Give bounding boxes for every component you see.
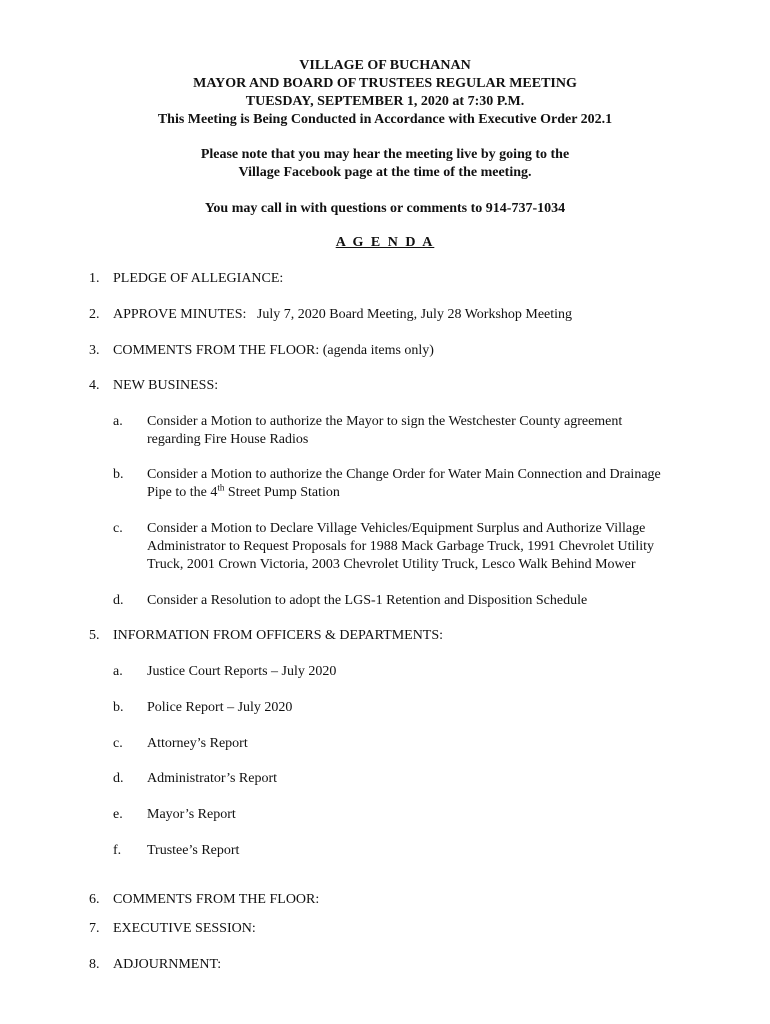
agenda-item-8 [89, 956, 221, 974]
sub-item-line: Consider a Motion to authorize the Change Order for Water Main Connection and Drainage [147, 467, 661, 482]
sub-item-letter: b. [113, 700, 124, 715]
sub-item-line: Consider a Motion to Declare Village Vehicles/Equipment Surplus and Authorize Village [147, 521, 646, 536]
call-in-text: You may call in with questions or comments to 914-737-1034 [204, 201, 566, 216]
item-text: COMMENTS FROM THE FLOOR: [113, 892, 320, 907]
item-number: 3. [89, 343, 100, 358]
item-number: 2. [89, 307, 100, 322]
sub-item-line: Justice Court Reports – July 2020 [147, 664, 337, 679]
header-meeting-date: TUESDAY, SEPTEMBER 1, 2020 at 7:30 P.M. [245, 94, 525, 109]
sub-item-line: Mayor’s Report [147, 807, 236, 822]
sub-item-letter: d. [113, 593, 124, 608]
agenda-item-1 [89, 270, 283, 288]
sub-item-line: Administrator to Request Proposals for 1988 Mack Garbage Truck, 1991 Chevrolet Utility [147, 539, 655, 554]
sub-item-text-part: Pipe to the 4 [147, 485, 218, 500]
sub-item-line-with-superscript [147, 484, 727, 502]
agenda-item-2 [89, 306, 572, 324]
sub-item-letter: d. [113, 771, 124, 786]
item-text: ADJOURNMENT: [113, 957, 222, 972]
sub-item-text-part: Street Pump Station [224, 485, 340, 500]
header-meeting-title: MAYOR AND BOARD OF TRUSTEES REGULAR MEETING [193, 76, 577, 91]
sub-item-line: Attorney’s Report [147, 736, 248, 751]
document-header [0, 57, 770, 129]
sub-item-letter: a. [113, 414, 123, 429]
sub-item-letter: c. [113, 521, 123, 536]
item-number: 8. [89, 957, 100, 972]
sub-item-letter: b. [113, 467, 124, 482]
item-number: 6. [89, 892, 100, 907]
sub-item-letter: f. [113, 843, 122, 858]
sub-item-letter: c. [113, 736, 123, 751]
item-text: COMMENTS FROM THE FLOOR: (agenda items only) [113, 343, 434, 358]
sub-item-line: Consider a Resolution to adopt the LGS-1 Retention and Disposition Schedule [147, 593, 588, 608]
live-note-line-2: Village Facebook page at the time of the meeting. [238, 165, 532, 180]
item-text: PLEDGE OF ALLEGIANCE: [113, 271, 284, 286]
call-in-note [0, 200, 770, 218]
sub-item-line: Police Report – July 2020 [147, 700, 293, 715]
item-number: 1. [89, 271, 100, 286]
item-text: NEW BUSINESS: [113, 378, 219, 393]
header-executive-order: This Meeting is Being Conducted in Accordance with Executive Order 202.1 [157, 112, 613, 127]
sub-item-line: regarding Fire House Radios [147, 432, 309, 447]
sub-item-letter: e. [113, 807, 123, 822]
item-number: 5. [89, 628, 100, 643]
live-note [0, 146, 770, 182]
agenda-title: A G E N D A [335, 235, 435, 250]
sub-item-line: Administrator’s Report [147, 771, 278, 786]
sub-item-letter: a. [113, 664, 123, 679]
agenda-item-5 [89, 627, 443, 645]
ordinal-superscript: th [217, 482, 225, 493]
agenda-item-4 [89, 377, 218, 395]
sub-item-line: Consider a Motion to authorize the Mayor to sign the Westchester County agreement [147, 414, 623, 429]
header-village-name: VILLAGE OF BUCHANAN [299, 58, 471, 73]
item-text: APPROVE MINUTES: July 7, 2020 Board Meeting, July 28 Workshop Meeting [113, 307, 573, 322]
sub-item-line: Truck, 2001 Crown Victoria, 2003 Chevrolet Utility Truck, Lesco Walk Behind Mower [147, 557, 636, 572]
sub-item-line: Trustee’s Report [147, 843, 240, 858]
item-text: EXECUTIVE SESSION: [113, 921, 256, 936]
live-note-line-1: Please note that you may hear the meeting live by going to the [200, 147, 570, 162]
item-text: INFORMATION FROM OFFICERS & DEPARTMENTS: [113, 628, 444, 643]
agenda-item-3 [89, 342, 434, 360]
agenda-item-7 [89, 920, 256, 938]
item-number: 4. [89, 378, 100, 393]
agenda-item-6 [89, 891, 319, 909]
item-number: 7. [89, 921, 100, 936]
